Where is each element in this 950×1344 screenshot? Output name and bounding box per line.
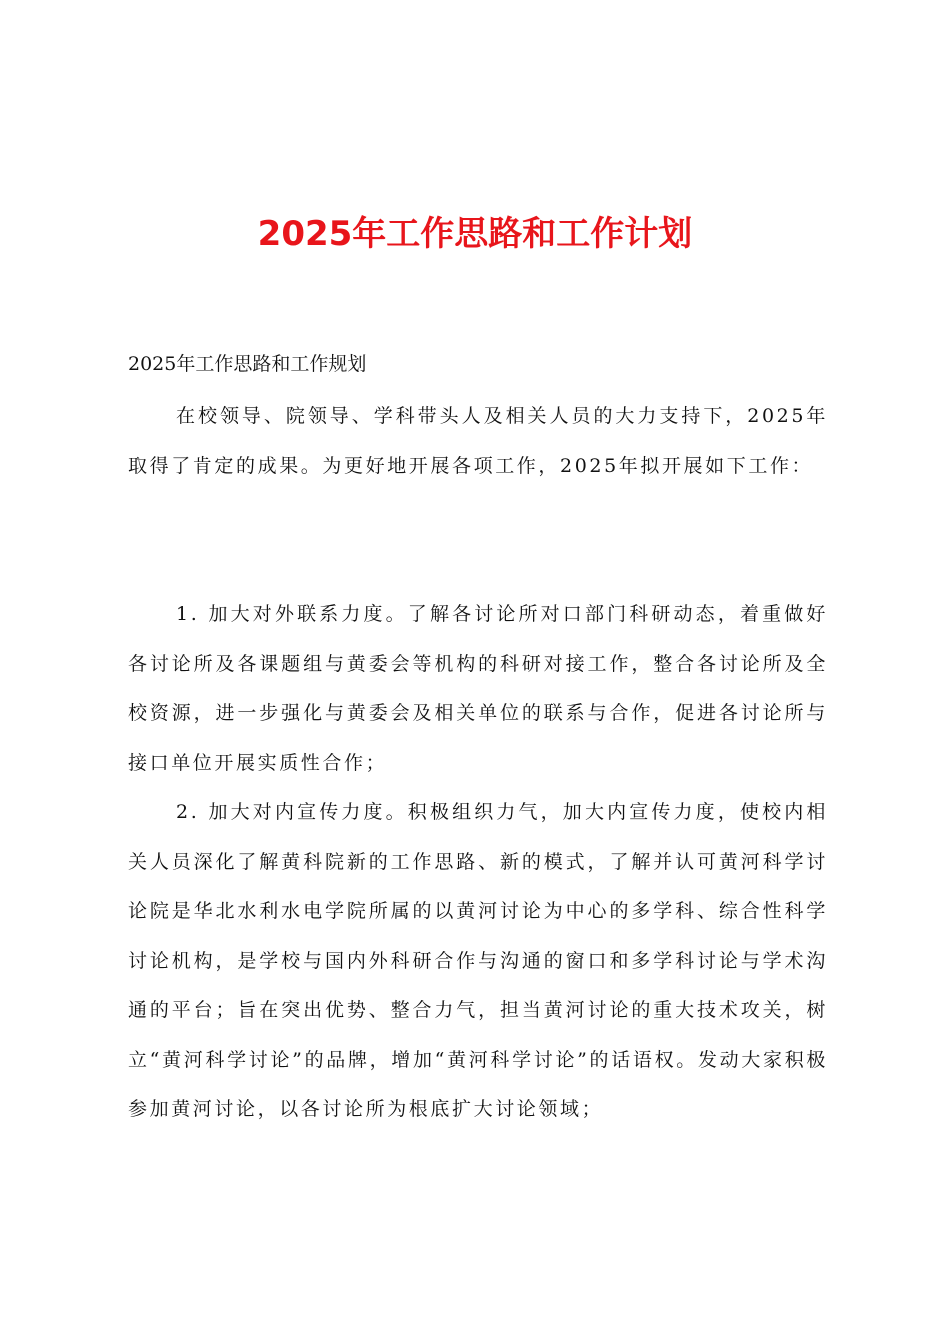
- intro-paragraph: 在校领导、院领导、学科带头人及相关人员的大力支持下，2025年取得了肯定的成果。为更好地开展各项工作，2025年拟开展如下工作：: [128, 405, 828, 477]
- document-title: 2025年工作思路和工作计划: [257, 214, 693, 254]
- item-2-paragraph: 2. 加大对内宣传力度。积极组织力气，加大内宣传力度，使校内相关人员深化了解黄科院新的工作思路、新的模式，了解并认可黄河科学讨论院是华北水利水电学院所属的以黄河讨论为中心的多学科、综合性科学讨论机构，是学校与国内外科研合作与沟通的窗口和多学科讨论与学术沟通的平台；旨在突出优势、整合力气，担当黄河讨论的重大技术攻关，树立“黄河科学讨论”的品牌，增加“黄河科学讨论”的话语权。发动大家积极参加黄河讨论，以各讨论所为根底扩大讨论领域；: [128, 801, 828, 1120]
- document-subtitle: 2025年工作思路和工作规划: [128, 353, 367, 375]
- item-1-paragraph: 1. 加大对外联系力度。了解各讨论所对口部门科研动态，着重做好各讨论所及各课题组与黄委会等机构的科研对接工作，整合各讨论所及全校资源，进一步强化与黄委会及相关单位的联系与合作，促进各讨论所与接口单位开展实质性合作；: [128, 603, 828, 774]
